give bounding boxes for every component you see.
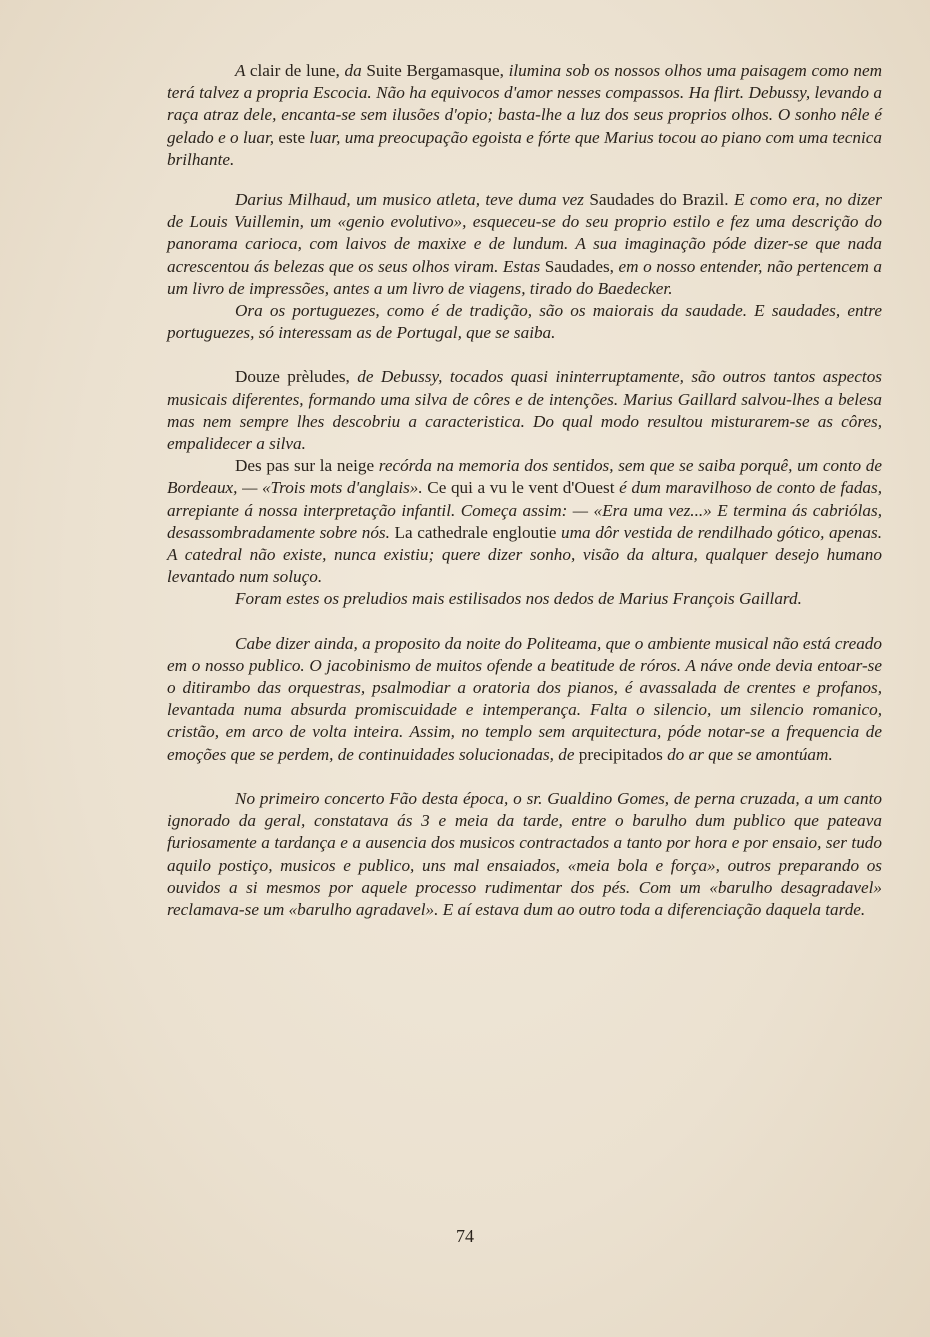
italic-text-run: recórda na memoria dos sentidos, sem que se saiba porquê, um conto de Bordeaux, — «Trois mots d'anglais».	[167, 456, 882, 498]
upright-text-run: Suite Bergamasque,	[366, 61, 504, 80]
body-text	[167, 60, 882, 921]
italic-text-run: em o nosso entender, não pertencem a um livro de impressões, antes a um livro de viagens, tirado do Baedecker.	[167, 256, 882, 298]
italic-text-run: Darius Milhaud, um musico atleta, teve duma vez	[235, 190, 590, 210]
italic-text-run: luar, uma preocupação egoista e fórte que Marius tocou ao piano com uma tecnica brilhante.	[167, 127, 883, 169]
italic-text-run: é dum maravilhoso de conto de fadas, arrepiante á nossa interpretação infantil. Começa assim: — «Era uma vez...» E termina ás cabriólas, desassombradamente sobre nós.	[167, 478, 882, 542]
upright-text-run: Douze prèludes,	[235, 367, 350, 387]
paragraph	[167, 366, 882, 455]
upright-text-run: Saudades do Brazil.	[589, 190, 729, 210]
paragraph	[167, 455, 882, 588]
italic-text-run: de Debussy, tocados quasi ininterruptamente, são outros tantos aspectos musicais diferentes, formando uma silva de côres e de intenções. Marius Gaillard salvou-lhes a belesa mas nem sempre lhes descobriu a caracteristica. Do qual modo resultou misturarem-se as côres, empalidecer a silva.	[167, 367, 882, 454]
paragraph	[167, 60, 882, 171]
paragraph	[167, 189, 882, 300]
italic-text-run: do ar que se amontúam.	[662, 744, 833, 764]
italic-text-run: No primeiro concerto Fão desta época, o sr. Gualdino Gomes, de perna cruzada, a um canto ignorado da geral, constatava ás 3 e meia da tarde, entre o barulho dum publico que pateava furiosamente a tardança e a ausencia dos musicos contractados a tanto por hora e por ensaio, ser tudo aquilo postiço, musicos e publico, uns mal ensaiados, «meia bola e força», outros preparando os ouvidos a si mesmos por aquele processo rudimentar dos pés. Com um «barulho desagradavel» reclamava-se um «barulho agradavel». E aí estava dum ao outro toda a diferenciação daquela tarde.	[167, 788, 882, 919]
paragraph	[167, 588, 882, 610]
italic-text-run: ilumina sob os nossos olhos uma paisagem como nem terá talvez a propria Escocia. Não ha equivocos d'amor nesses compassos. Ha flirt. Debussy, levando a raça atraz dele, encanta-se sem ilusões d'opio; basta-lhe a luz dos seus proprios olhos. O sonho nêle é gelado e o luar,	[167, 61, 883, 147]
italic-text-run: E como era, no dizer de Louis Vuillemin, um «genio evolutivo», esqueceu-se do seu proprio estilo e fez uma descrição do panorama carioca, com laivos de maxixe e de lundum. A sua imaginação póde dizer-se que nada acrescentou ás belezas que os seus olhos viram. Estas	[167, 190, 882, 276]
paragraph	[167, 633, 882, 766]
italic-text-run: Foram estes os preludios mais estilisados nos dedos de Marius François Gaillard.	[235, 589, 802, 609]
upright-text-run: Ce qui a vu le vent d'Ouest	[427, 478, 615, 498]
italic-text-run: A	[235, 61, 250, 80]
upright-text-run: La cathedrale engloutie	[394, 522, 557, 542]
upright-text-run: Des pas sur la neige	[235, 456, 375, 476]
upright-text-run: precipitados	[578, 744, 663, 764]
italic-text-run: uma dôr vestida de rendilhado gótico, apenas. A catedral não existe, nunca existiu; quere dizer sonho, visão da altura, qualquer desejo humano levantado num soluço.	[167, 522, 883, 587]
italic-text-run: da	[339, 61, 367, 80]
upright-text-run: clair de lune,	[249, 61, 340, 80]
upright-text-run: Saudades,	[544, 256, 614, 276]
paragraph	[167, 300, 882, 344]
upright-text-run: este	[278, 127, 306, 147]
page-number: 74	[456, 1226, 474, 1246]
italic-text-run: Ora os portuguezes, como é de tradição, são os maiorais da saudade. E saudades, entre portuguezes, só interessam as de Portugal, que se saiba.	[167, 301, 882, 343]
paragraph	[167, 788, 882, 921]
italic-text-run: Cabe dizer ainda, a proposito da noite do Politeama, que o ambiente musical não está creado em o nosso publico. O jacobinismo de muitos ofende a beatitude de róros. A náve onde devia entoar-se o ditirambo das orquestras, psalmodiar a oratoria dos pianos, é avassalada de crentes e profanos, levantada numa absurda promiscuidade e intemperança. Falta o silencio, um silencio romanico, cristão, em arco de volta inteira. Assim, no templo sem arquitectura, póde notar-se a frequencia de emoções que se perdem, de continuidades solucionadas, de	[167, 633, 882, 764]
